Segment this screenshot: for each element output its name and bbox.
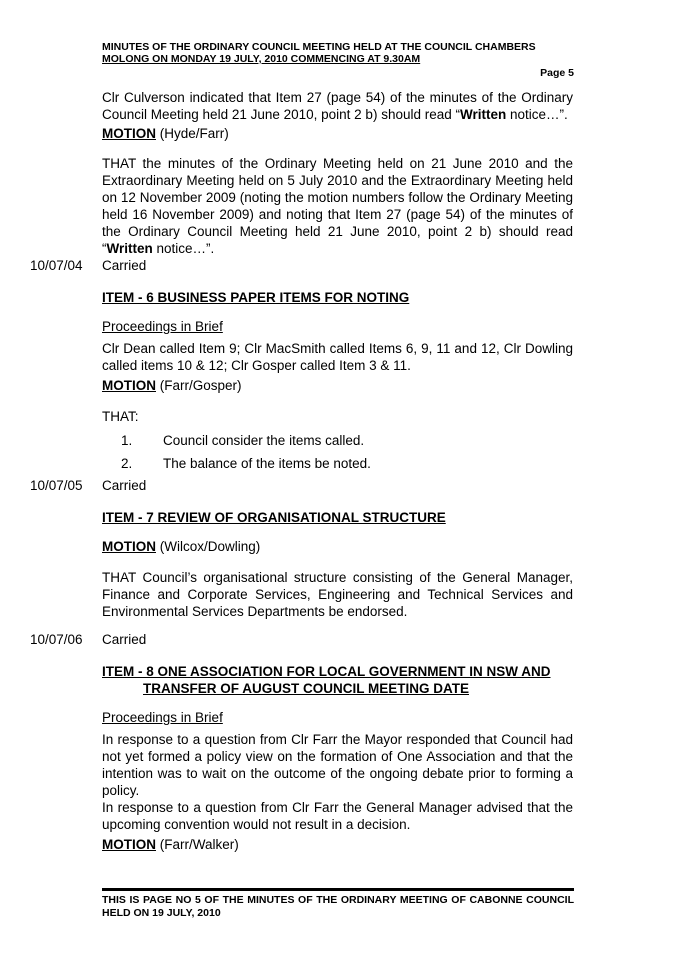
resolution-number-3: 10/07/06	[30, 632, 83, 647]
item-8-title-line-2: TRANSFER OF AUGUST COUNCIL MEETING DATE	[143, 681, 469, 696]
item-7-motion: MOTION (Wilcox/Dowling)	[102, 539, 261, 554]
paragraph-culverson: Clr Culverson indicated that Item 27 (page 54) of the minutes of the Ordinary Council Meeting held 21 June 2010, point 2 b) should read “Written notice…”.	[102, 90, 573, 122]
resolution-number-2: 10/07/05	[30, 478, 83, 493]
carried-1: Carried	[102, 258, 147, 273]
page-number: Page 5	[540, 67, 574, 79]
item-6-that: THAT:	[102, 409, 139, 424]
carried-3: Carried	[102, 632, 147, 647]
item-6-proceedings-heading: Proceedings in Brief	[102, 319, 223, 334]
item-8-proceedings-heading: Proceedings in Brief	[102, 710, 223, 725]
header-line-1: MINUTES OF THE ORDINARY COUNCIL MEETING HELD AT THE COUNCIL CHAMBERS	[102, 41, 536, 53]
list-item: The balance of the items be noted.	[163, 456, 371, 471]
item-8-paragraph-1: In response to a question from Clr Farr the Mayor responded that Council had not yet formed a policy view on the formation of One Association and that the intention was to wait on the outcome of the ongoing debate prior to forming a policy.	[102, 732, 573, 798]
header-line-2: MOLONG ON MONDAY 19 JULY, 2010 COMMENCING AT 9.30AM	[102, 53, 421, 65]
item-8-title-line-1: ITEM - 8 ONE ASSOCIATION FOR LOCAL GOVERNMENT IN NSW AND	[102, 664, 551, 679]
paragraph-minutes-motion: THAT the minutes of the Ordinary Meeting held on 21 June 2010 and the Extraordinary Meeting held on 5 July 2010 and the Extraordinary Meeting held on 12 November 2009 (noting the motion numbers follow the Ordinary Meeting held 16 November 2009) and noting that Item 27 (page 54) of the minutes of the Ordinary Council Meeting held 21 June 2010, point 2 b) should read “Written notice…”.	[102, 156, 573, 256]
footer: THIS IS PAGE NO 5 OF THE MINUTES OF THE ORDINARY MEETING OF CABONNE COUNCIL HELD ON 19 JULY, 2010	[102, 888, 574, 920]
resolution-number-1: 10/07/04	[30, 258, 83, 273]
item-6-title: ITEM - 6 BUSINESS PAPER ITEMS FOR NOTING	[102, 290, 410, 305]
item-6-motion: MOTION (Farr/Gosper)	[102, 378, 242, 393]
item-6-proceedings-text: Clr Dean called Item 9; Clr MacSmith called Items 6, 9, 11 and 12, Clr Dowling called items 10 & 12; Clr Gosper called Item 3 & 11.	[102, 341, 573, 373]
list-item: Council consider the items called.	[163, 433, 365, 448]
item-7-title: ITEM - 7 REVIEW OF ORGANISATIONAL STRUCTURE	[102, 510, 446, 525]
item-7-text: THAT Council’s organisational structure consisting of the General Manager, Finance and Corporate Services, Engineering and Technical Services and Environmental Services Departments be endorsed.	[102, 570, 573, 619]
item-8-motion: MOTION (Farr/Walker)	[102, 837, 239, 852]
item-8-paragraph-2: In response to a question from Clr Farr the General Manager advised that the upcoming convention would not result in a decision.	[102, 800, 573, 832]
motion-1: MOTION (Hyde/Farr)	[102, 126, 229, 141]
carried-2: Carried	[102, 478, 147, 493]
list-number: 2.	[121, 456, 133, 471]
list-number: 1.	[121, 433, 133, 448]
